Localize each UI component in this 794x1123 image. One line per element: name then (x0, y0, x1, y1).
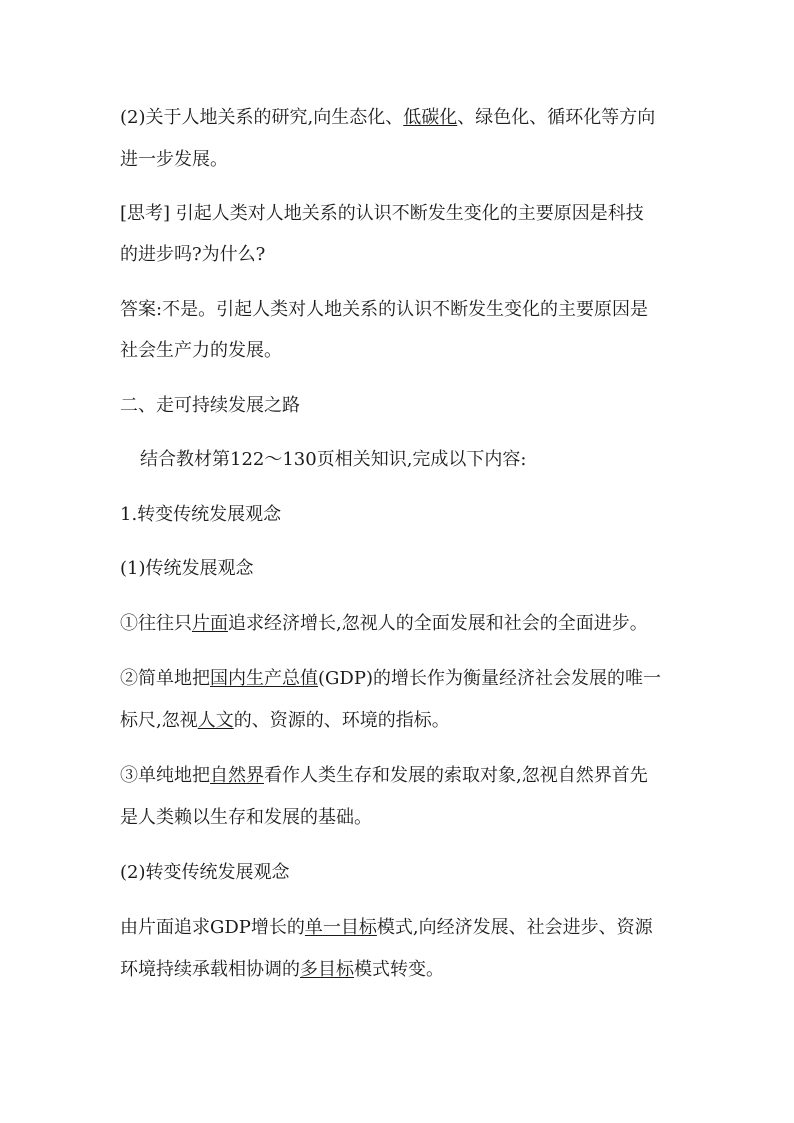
answer-line-1: 答案:不是。引起人类对人地关系的认识不断发生变化的主要原因是 (120, 299, 649, 320)
text-line-5 (120, 298, 648, 322)
underlined-term-gdp: 国内生产总值 (210, 668, 318, 689)
text-line-6 (120, 339, 282, 363)
subheading-1-2 (120, 861, 290, 885)
line-12-seg-3: (GDP)的增长作为衡量经济社会发展的唯一 (318, 668, 661, 689)
subheading-1-1 (120, 557, 254, 581)
text-line-15 (120, 806, 372, 830)
section-heading (120, 394, 300, 418)
text-line-13 (120, 709, 450, 733)
text-line-1 (120, 106, 655, 130)
text-line-11 (120, 612, 648, 636)
line-11-seg-1: ①往往只 (120, 613, 192, 634)
section-heading-text: 二、走可持续发展之路 (120, 395, 300, 416)
text-line-4 (120, 243, 265, 267)
subheading-1-1-text: (1)传统发展观念 (120, 558, 254, 579)
underlined-term-single-goal: 单一目标 (304, 917, 377, 938)
line-1-seg-1: (2)关于人地关系的研究,向生态化、 (120, 107, 404, 128)
underlined-term-one-sided: 片面 (192, 613, 228, 634)
subheading-1 (120, 503, 281, 527)
line-2-seg-1: 进一步发展。 (120, 149, 228, 170)
text-line-12 (120, 667, 661, 691)
line-11-seg-3: 追求经济增长,忽视人的全面发展和社会的全面进步。 (228, 613, 648, 634)
thinking-question-line-2: 的进步吗?为什么? (120, 244, 266, 265)
line-18-seg-3: 模式转变。 (354, 959, 444, 980)
text-line-2 (120, 148, 228, 172)
subheading-1-text: 1.转变传统发展观念 (120, 504, 282, 525)
underlined-term-nature: 自然界 (210, 765, 264, 786)
line-1-seg-3: 、绿色化、循环化等方向 (457, 107, 656, 128)
text-line-18 (120, 958, 444, 982)
text-line-17 (120, 916, 653, 940)
line-14-seg-3: 看作人类生存和发展的索取对象,忽视自然界首先 (264, 765, 648, 786)
instruction-text: 结合教材第122～130页相关知识,完成以下内容: (140, 449, 527, 470)
line-13-seg-3: 的、资源的、环境的指标。 (233, 710, 450, 731)
line-14-seg-1: ③单纯地把 (120, 765, 210, 786)
underlined-term-low-carbon: 低碳化 (403, 107, 458, 128)
line-15-seg-1: 是人类赖以生存和发展的基础。 (120, 807, 372, 828)
text-line-8 (140, 448, 527, 472)
line-18-seg-1: 环境持续承载相协调的 (120, 959, 300, 980)
text-line-14 (120, 764, 648, 788)
subheading-1-2-text: (2)转变传统发展观念 (120, 862, 290, 883)
line-17-seg-3: 模式,向经济发展、社会进步、资源 (376, 917, 653, 938)
line-13-seg-1: 标尺,忽视 (120, 710, 198, 731)
underlined-term-multi-goal: 多目标 (300, 959, 354, 980)
text-line-3 (120, 202, 644, 226)
answer-line-2: 社会生产力的发展。 (120, 340, 282, 361)
line-12-seg-1: ②简单地把 (120, 668, 210, 689)
line-17-seg-1: 由片面追求GDP增长的 (120, 917, 305, 938)
thinking-question-line-1: [思考] 引起人类对人地关系的认识不断发生变化的主要原因是科技 (120, 203, 644, 224)
underlined-term-humanities: 人文 (197, 710, 234, 731)
